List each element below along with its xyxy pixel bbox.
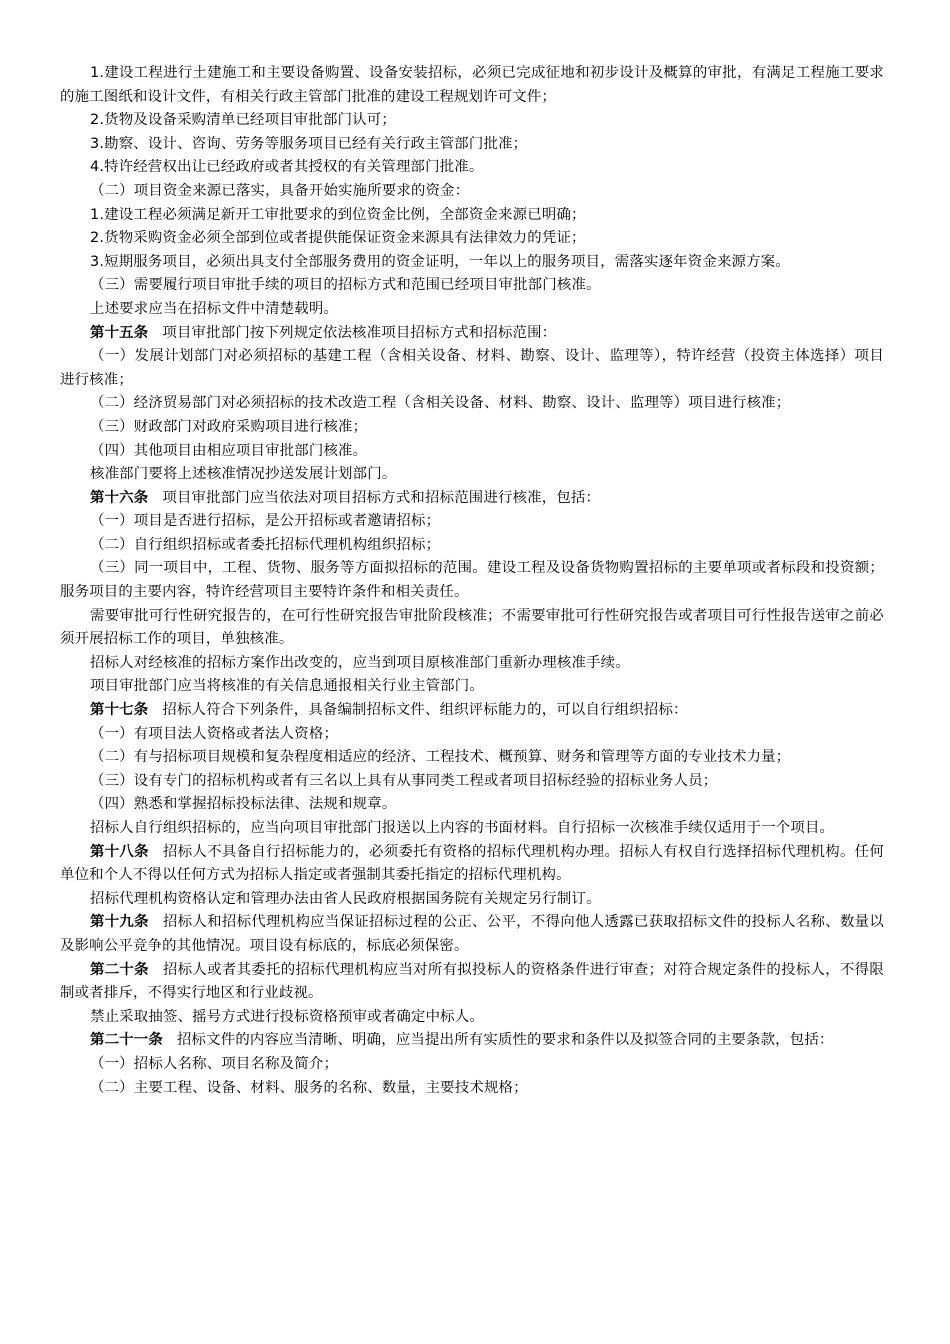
body-paragraph <box>60 1077 884 1101</box>
paragraph-text: 3.短期服务项目，必须出具支付全部服务费用的资金证明，一年以上的服务项目，需落实逐年资金来源方案。 <box>90 253 790 270</box>
article-paragraph <box>60 959 884 1006</box>
paragraph-text: 招标人对经核准的招标方案作出改变的，应当到项目原核准部门重新办理核准手续。 <box>90 654 630 671</box>
body-paragraph <box>60 392 884 416</box>
body-paragraph <box>60 109 884 133</box>
body-paragraph <box>60 793 884 817</box>
body-paragraph <box>60 463 884 487</box>
body-paragraph <box>60 227 884 251</box>
paragraph-text: 招标人符合下列条件，具备编制招标文件、组织评标能力的，可以自行组织招标： <box>162 702 688 719</box>
article-number: 第十八条 <box>90 843 149 860</box>
body-paragraph <box>60 557 884 604</box>
paragraph-text: 项目审批部门应当依法对项目招标方式和招标范围进行核准，包括： <box>162 489 601 506</box>
paragraph-text: （四）其他项目由相应项目审批部门核准。 <box>90 442 368 459</box>
paragraph-text: 项目审批部门按下列规定依法核准项目招标方式和招标范围： <box>162 324 557 341</box>
body-paragraph <box>60 156 884 180</box>
paragraph-text: 招标人自行组织招标的，应当向项目审批部门报送以上内容的书面材料。自行招标一次核准手续仅适用于一个项目。 <box>90 820 835 836</box>
body-paragraph <box>60 180 884 204</box>
paragraph-text: （一）招标人名称、项目名称及简介； <box>90 1055 339 1072</box>
paragraph-text: 核准部门要将上述核准情况抄送发展计划部门。 <box>90 466 397 483</box>
article-paragraph <box>60 322 884 346</box>
article-number: 第二十一条 <box>90 1032 163 1049</box>
article-paragraph <box>60 699 884 723</box>
paragraph-text: （二）自行组织招标或者委托招标代理机构组织招标； <box>90 536 441 553</box>
paragraph-text: （二）主要工程、设备、材料、服务的名称、数量，主要技术规格； <box>90 1079 528 1096</box>
article-paragraph <box>60 1029 884 1053</box>
body-paragraph <box>60 723 884 747</box>
body-paragraph <box>60 298 884 322</box>
body-paragraph <box>60 770 884 794</box>
paragraph-text: 招标人不具备自行招标能力的，必须委托有资格的招标代理机构办理。招标人有权自行选择招标代理机构。任何单位和个人不得以任何方式为招标人指定或者强制其委托指定的招标代理机构。 <box>60 843 884 884</box>
article-paragraph <box>60 841 884 888</box>
article-number: 第二十条 <box>90 961 149 978</box>
paragraph-text: 禁止采取抽签、摇号方式进行投标资格预审或者确定中标人。 <box>90 1008 484 1025</box>
body-paragraph <box>60 652 884 676</box>
body-paragraph <box>60 817 884 841</box>
body-paragraph <box>60 251 884 275</box>
body-paragraph <box>60 1053 884 1077</box>
article-number: 第十七条 <box>90 702 149 719</box>
paragraph-text: （一）项目是否进行招标，是公开招标或者邀请招标； <box>90 513 441 530</box>
paragraph-text: 4.特许经营权出让已经政府或者其授权的有关管理部门批准。 <box>90 159 484 176</box>
body-paragraph <box>60 204 884 228</box>
article-paragraph <box>60 487 884 511</box>
paragraph-text: （三）财政部门对政府采购项目进行核准； <box>90 418 368 435</box>
body-paragraph <box>60 1006 884 1030</box>
paragraph-text: 2.货物采购资金必须全部到位或者提供能保证资金来源具有法律效力的凭证； <box>90 230 586 247</box>
article-number: 第十六条 <box>90 489 149 506</box>
body-paragraph <box>60 888 884 912</box>
body-paragraph <box>60 746 884 770</box>
body-paragraph <box>60 416 884 440</box>
article-number: 第十五条 <box>90 324 149 341</box>
body-paragraph <box>60 133 884 157</box>
paragraph-text: 需要审批可行性研究报告的，在可行性研究报告审批阶段核准；不需要审批可行性研究报告或者项目可行性报告送审之前必须开展招标工作的项目，单独核准。 <box>60 607 884 648</box>
paragraph-text: （一）发展计划部门对必须招标的基建工程（含相关设备、材料、勘察、设计、监理等），特许经营（投资主体选择）项目进行核准； <box>60 348 884 388</box>
paragraph-text: （二）项目资金来源已落实，具备开始实施所要求的资金： <box>90 182 470 199</box>
body-paragraph <box>60 440 884 464</box>
body-paragraph <box>60 534 884 558</box>
paragraph-text: （四）熟悉和掌握招标投标法律、法规和规章。 <box>90 796 397 813</box>
body-paragraph <box>60 62 884 109</box>
paragraph-text: 3.勘察、设计、咨询、劳务等服务项目已经有关行政主管部门批准； <box>90 135 528 152</box>
paragraph-text: 1.建设工程进行土建施工和主要设备购置、设备安装招标，必须已完成征地和初步设计及概算的审批，有满足工程施工要求的施工图纸和设计文件，有相关行政主管部门批准的建设工程规划许可文件； <box>60 65 884 105</box>
article-number: 第十九条 <box>90 914 149 931</box>
document-body <box>60 62 884 1100</box>
paragraph-text: 招标文件的内容应当清晰、明确，应当提出所有实质性的要求和条件以及拟签合同的主要条款，包括： <box>176 1032 834 1049</box>
paragraph-text: 1.建设工程必须满足新开工审批要求的到位资金比例，全部资金来源已明确； <box>90 206 586 223</box>
body-paragraph <box>60 345 884 392</box>
paragraph-text: （二）有与招标项目规模和复杂程度相适应的经济、工程技术、概预算、财务和管理等方面的专业技术力量； <box>90 749 791 766</box>
paragraph-text: （三）同一项目中，工程、货物、服务等方面拟招标的范围。建设工程及设备货物购置招标的主要单项或者标段和投资额；服务项目的主要内容，特许经营项目主要特许条件和相关责任。 <box>60 560 884 601</box>
article-paragraph <box>60 911 884 958</box>
paragraph-text: （一）有项目法人资格或者法人资格； <box>90 725 339 742</box>
paragraph-text: （二）经济贸易部门对必须招标的技术改造工程（含相关设备、材料、勘察、设计、监理等）项目进行核准； <box>90 395 791 412</box>
paragraph-text: 招标代理机构资格认定和管理办法由省人民政府根据国务院有关规定另行制订。 <box>90 890 601 907</box>
body-paragraph <box>60 675 884 699</box>
paragraph-text: （三）需要履行项目审批手续的项目的招标方式和范围已经项目审批部门核准。 <box>90 277 601 294</box>
paragraph-text: （三）设有专门的招标机构或者有三名以上具有从事同类工程或者项目招标经验的招标业务人员； <box>90 772 718 789</box>
paragraph-text: 2.货物及设备采购清单已经项目审批部门认可； <box>90 112 396 129</box>
body-paragraph <box>60 510 884 534</box>
paragraph-text: 上述要求应当在招标文件中清楚载明。 <box>90 300 339 317</box>
paragraph-text: 招标人或者其委托的招标代理机构应当对所有拟投标人的资格条件进行审查；对符合规定条件的投标人，不得限制或者排斥，不得实行地区和行业歧视。 <box>60 961 884 1002</box>
paragraph-text: 招标人和招标代理机构应当保证招标过程的公正、公平，不得向他人透露已获取招标文件的投标人名称、数量以及影响公平竞争的其他情况。项目设有标底的，标底必须保密。 <box>60 914 884 954</box>
paragraph-text: 项目审批部门应当将核准的有关信息通报相关行业主管部门。 <box>90 678 484 695</box>
body-paragraph <box>60 274 884 298</box>
body-paragraph <box>60 605 884 652</box>
